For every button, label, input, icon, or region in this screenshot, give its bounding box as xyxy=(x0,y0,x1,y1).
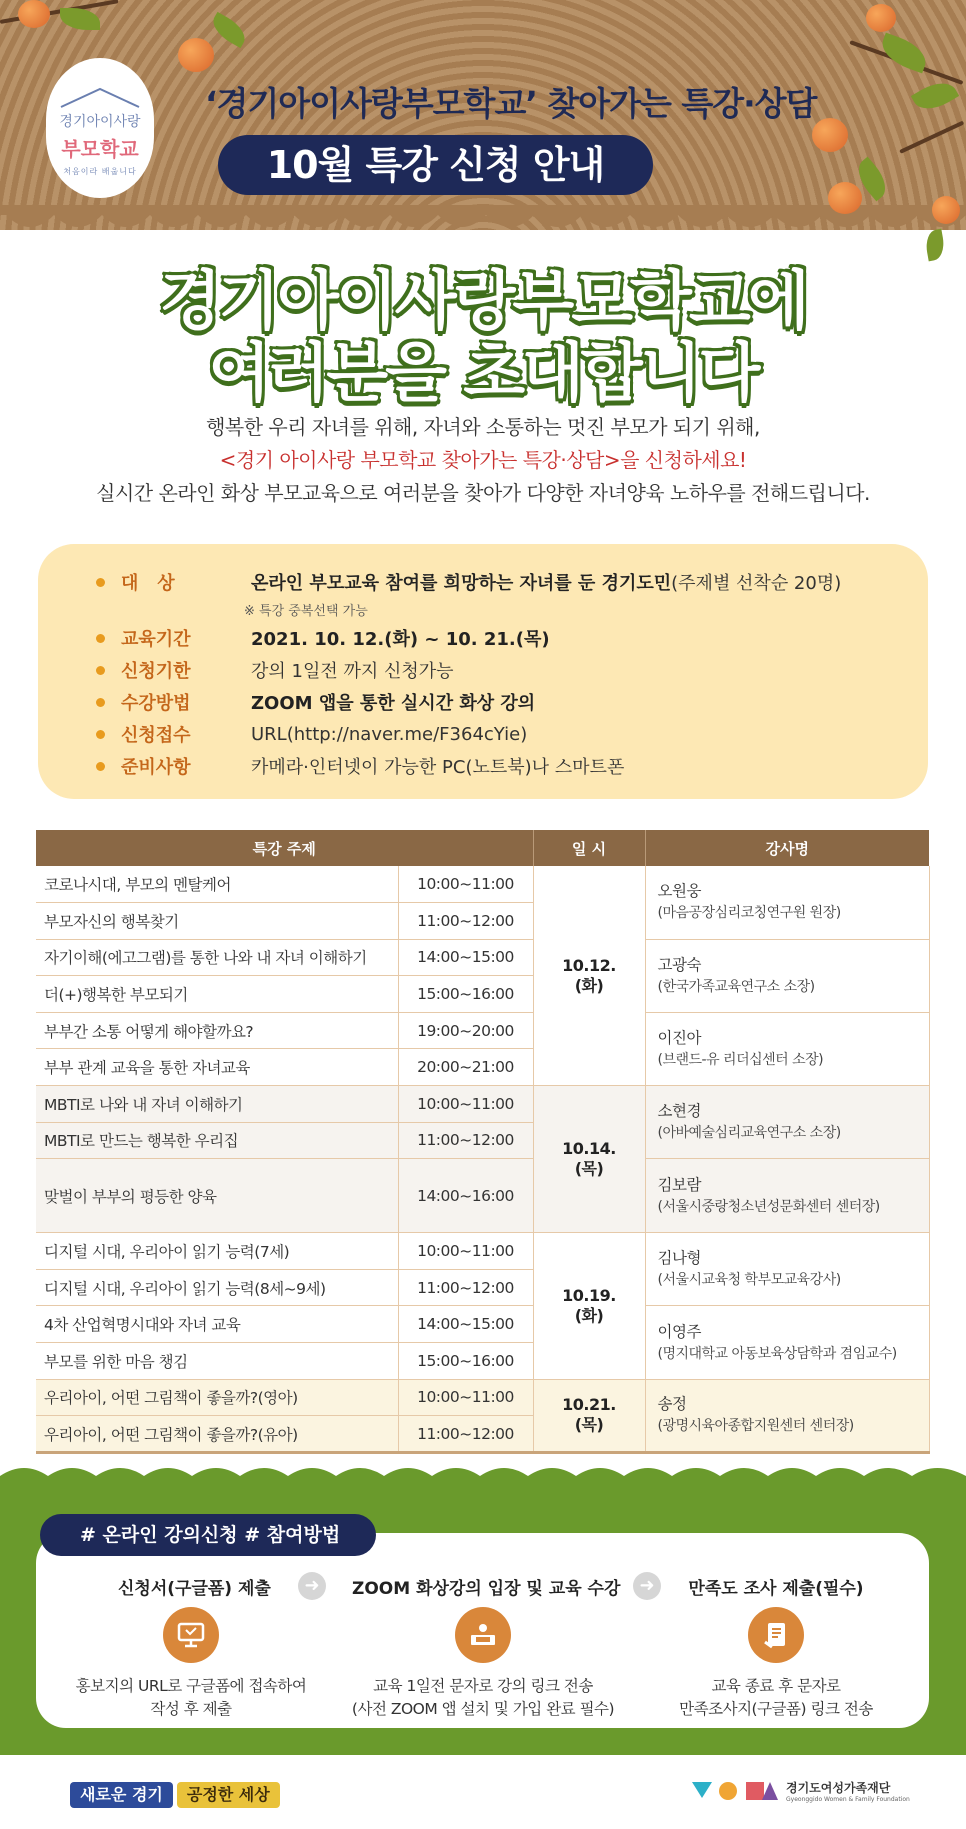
time-cell: 14:00~16:00 xyxy=(398,1159,533,1233)
topic-cell: 부부 관계 교육을 통한 자녀교육 xyxy=(36,1049,398,1086)
col-header-date: 일 시 xyxy=(533,830,645,866)
lecturer-org: (서울시중랑청소년성문화센터 센터장) xyxy=(657,1198,880,1215)
time-cell: 11:00~12:00 xyxy=(398,1269,533,1306)
topic-cell: 부부간 소통 어떻게 해야할까요? xyxy=(36,1012,398,1049)
step-desc-line: 교육 종료 후 문자로 xyxy=(711,1677,841,1695)
period-value: 2021. 10. 12.(화) ~ 10. 21.(목) xyxy=(251,629,550,650)
foundation-name-kr: 경기도여성가족재단 xyxy=(786,1781,891,1795)
info-row-method xyxy=(96,688,535,716)
date-cell xyxy=(533,1086,645,1233)
topic-cell: 코로나시대, 부모의 멘탈케어 xyxy=(36,866,398,903)
bullet-icon xyxy=(96,578,105,587)
date-text: 10.12. xyxy=(562,955,616,975)
lecturer-org: (광명시육아종합지원센터 센터장) xyxy=(657,1418,854,1435)
step-desc-line: 교육 1일전 문자로 강의 링크 전송 xyxy=(373,1677,593,1695)
info-row-prep xyxy=(96,752,624,780)
time-cell: 15:00~16:00 xyxy=(398,976,533,1013)
info-row-apply xyxy=(96,720,527,748)
lecturer-name: 고광숙 xyxy=(657,955,701,974)
schedule-table xyxy=(36,830,930,1454)
foundation-name xyxy=(786,1779,910,1803)
document-icon xyxy=(748,1607,804,1663)
lecturer-name: 김나형 xyxy=(657,1249,701,1268)
parent-school-logo xyxy=(46,58,154,198)
bullet-icon xyxy=(96,666,105,675)
topic-cell: 맞벌이 부부의 평등한 양육 xyxy=(36,1159,398,1233)
table-header-row xyxy=(36,830,929,866)
table-row xyxy=(36,1379,929,1416)
target-bold: 온라인 부모교육 참여를 희망하는 자녀를 둔 경기도민 xyxy=(251,573,672,594)
date-text: 10.14. xyxy=(562,1139,616,1159)
participation-tag: # 온라인 강의신청 # 참여방법 xyxy=(40,1514,376,1556)
time-cell: 10:00~11:00 xyxy=(398,1233,533,1270)
info-row-period xyxy=(96,624,550,652)
info-value xyxy=(251,569,841,595)
info-label: 수강방법 xyxy=(121,693,191,714)
time-cell: 11:00~12:00 xyxy=(398,1122,533,1159)
topic-cell: 더(+)행복한 부모되기 xyxy=(36,976,398,1013)
info-row-deadline xyxy=(96,656,454,684)
persimmon-decoration xyxy=(828,182,862,214)
slogan-2: 공정한 세상 xyxy=(177,1782,280,1808)
topic-cell: 자기이해(에고그램)를 통한 나와 내 자녀 이해하기 xyxy=(36,939,398,976)
topic-cell: 부모를 위한 마음 챙김 xyxy=(36,1343,398,1380)
lecturer-cell xyxy=(645,1379,929,1452)
topic-cell: MBTI로 나와 내 자녀 이해하기 xyxy=(36,1086,398,1123)
info-value xyxy=(251,625,550,651)
hero-line-2: 여러분을 초대합니다 xyxy=(208,337,758,411)
table-row xyxy=(36,1086,929,1123)
col-header-topic: 특강 주제 xyxy=(36,830,533,866)
col-header-lecturer: 강사명 xyxy=(645,830,929,866)
topic-cell: 우리아이, 어떤 그림책이 좋을까?(영아) xyxy=(36,1379,398,1416)
lecturer-org: (아바예술심리교육연구소 소장) xyxy=(657,1125,841,1142)
lecturer-cell xyxy=(645,939,929,1012)
persimmon-decoration xyxy=(178,38,214,72)
time-cell: 11:00~12:00 xyxy=(398,1416,533,1453)
persimmon-decoration xyxy=(812,118,848,152)
info-note: ※ 특강 중복선택 가능 xyxy=(244,604,368,619)
bullet-icon xyxy=(96,730,105,739)
target-rest: (주제별 선착순 20명) xyxy=(671,573,842,594)
info-value: 강의 1일전 까지 신청가능 xyxy=(251,661,454,682)
lecturer-name: 오원웅 xyxy=(657,882,701,901)
bullet-icon xyxy=(96,762,105,771)
table-row xyxy=(36,1012,929,1049)
time-cell: 10:00~11:00 xyxy=(398,1379,533,1416)
monitor-icon xyxy=(163,1607,219,1663)
footer-org[interactable] xyxy=(690,1778,910,1804)
lecturer-name: 송정 xyxy=(657,1395,687,1414)
time-cell: 15:00~16:00 xyxy=(398,1343,533,1380)
intro-line-2: <경기 아이사랑 부모학교 찾아가는 특강·상담>을 신청하세요! xyxy=(219,448,747,472)
house-roof-icon xyxy=(57,85,143,109)
step-2-title: ZOOM 화상강의 입장 및 교육 수강 xyxy=(352,1579,621,1599)
persimmon-decoration xyxy=(18,0,50,28)
time-cell: 10:00~11:00 xyxy=(398,866,533,903)
date-cell xyxy=(533,1233,645,1379)
time-cell: 14:00~15:00 xyxy=(398,1306,533,1343)
intro-line-1: 행복한 우리 자녀를 위해, 자녀와 소통하는 멋진 부모가 되기 위해, xyxy=(206,415,760,439)
time-cell: 10:00~11:00 xyxy=(398,1086,533,1123)
foundation-name-en: Gyeonggido Women & Family Foundation xyxy=(786,1796,910,1803)
lecturer-cell xyxy=(645,1086,929,1159)
lecturer-cell xyxy=(645,1306,929,1379)
info-label: 신청접수 xyxy=(121,725,191,746)
lecturer-org: (명지대학교 아동보육상담학과 겸임교수) xyxy=(657,1345,897,1362)
step-3-title: 만족도 조사 제출(필수) xyxy=(688,1579,864,1599)
lecturer-cell xyxy=(645,1159,929,1233)
header-scallop-edge xyxy=(0,205,966,245)
step-2-desc xyxy=(333,1675,633,1721)
table-row xyxy=(36,866,929,903)
topic-cell: 우리아이, 어떤 그림책이 좋을까?(유아) xyxy=(36,1416,398,1453)
lecturer-cell xyxy=(645,866,929,939)
info-row-target xyxy=(96,568,841,596)
topic-cell: 4차 산업혁명시대와 자녀 교육 xyxy=(36,1306,398,1343)
info-box xyxy=(38,544,928,799)
slogan-1: 새로운 경기 xyxy=(70,1782,173,1808)
topic-cell: MBTI로 만드는 행복한 우리집 xyxy=(36,1122,398,1159)
time-cell: 14:00~15:00 xyxy=(398,939,533,976)
day-text: (화) xyxy=(574,1305,604,1325)
apply-url-link[interactable]: URL(http://naver.me/F364cYie) xyxy=(251,723,528,745)
date-cell xyxy=(533,1379,645,1452)
info-label: 대 상 xyxy=(121,573,175,594)
table-row xyxy=(36,939,929,976)
intro-line-3: 실시간 온라인 화상 부모교육으로 여러분을 찾아가 다양한 자녀양육 노하우를 전해드립니다. xyxy=(96,481,870,505)
info-label: 신청기한 xyxy=(121,661,191,682)
lecturer-name: 소현경 xyxy=(657,1102,701,1121)
time-cell: 19:00~20:00 xyxy=(398,1012,533,1049)
day-text: (목) xyxy=(574,1415,604,1435)
step-3-desc xyxy=(626,1675,926,1721)
lecturer-org: (서울시교육청 학부모교육강사) xyxy=(657,1272,841,1289)
bullet-icon xyxy=(96,698,105,707)
logo-sub-text: 처음이라 배웁니다 xyxy=(63,167,137,176)
footer-slogan xyxy=(70,1782,280,1808)
info-label: 준비사항 xyxy=(121,757,191,778)
step-1-desc xyxy=(41,1675,341,1721)
method-value: ZOOM 앱을 통한 실시간 화상 강의 xyxy=(251,693,536,714)
arrow-right-icon: ➜ xyxy=(298,1572,326,1600)
topic-cell: 부모자신의 행복찾기 xyxy=(36,903,398,940)
arrow-right-icon: ➜ xyxy=(633,1572,661,1600)
header-title: ‘경기아이사랑부모학교’ 찾아가는 특강·상담 xyxy=(205,84,817,123)
topic-cell: 디지털 시대, 우리아이 읽기 능력(8세~9세) xyxy=(36,1269,398,1306)
header-subtitle-pill: 10월 특강 신청 안내 xyxy=(218,135,653,195)
foundation-logo-icon xyxy=(690,1778,780,1804)
time-cell: 11:00~12:00 xyxy=(398,903,533,940)
lecture-icon xyxy=(455,1607,511,1663)
persimmon-decoration xyxy=(932,196,960,224)
table-row xyxy=(36,1233,929,1270)
lecturer-cell xyxy=(645,1233,929,1306)
lecturer-name: 이영주 xyxy=(657,1322,701,1341)
lecturer-org: (브랜드-유 리더십센터 소장) xyxy=(657,1051,824,1068)
logo-main-text: 부모학교 xyxy=(61,137,139,161)
date-cell xyxy=(533,866,645,1086)
lecturer-org: (마음공장심리코칭연구원 원장) xyxy=(657,905,841,922)
date-text: 10.21. xyxy=(562,1395,616,1415)
lecturer-cell xyxy=(645,1012,929,1085)
step-desc-line: 작성 후 제출 xyxy=(150,1700,232,1718)
info-label: 교육기간 xyxy=(121,629,191,650)
logo-top-text: 경기아이사랑 xyxy=(59,114,141,130)
day-text: (목) xyxy=(574,1159,604,1179)
lecturer-name: 이진아 xyxy=(657,1028,701,1047)
step-desc-line: 홍보지의 URL로 구글폼에 접속하여 xyxy=(75,1677,307,1695)
date-text: 10.19. xyxy=(562,1285,616,1305)
table-row xyxy=(36,1159,929,1233)
lecturer-name: 김보람 xyxy=(657,1175,701,1194)
day-text: (화) xyxy=(574,975,604,995)
lecturer-org: (한국가족교육연구소 소장) xyxy=(657,978,815,995)
step-desc-line: (사전 ZOOM 앱 설치 및 가입 완료 필수) xyxy=(351,1700,615,1718)
bullet-icon xyxy=(96,634,105,643)
hero-line-1: 경기아이사랑부모학교에 xyxy=(159,265,807,339)
time-cell: 20:00~21:00 xyxy=(398,1049,533,1086)
step-1-title: 신청서(구글폼) 제출 xyxy=(118,1579,271,1599)
table-row xyxy=(36,1306,929,1343)
persimmon-decoration xyxy=(866,4,896,32)
info-value: 카메라·인터넷이 가능한 PC(노트북)나 스마트폰 xyxy=(251,757,625,778)
topic-cell: 디지털 시대, 우리아이 읽기 능력(7세) xyxy=(36,1233,398,1270)
info-value xyxy=(251,689,535,715)
step-desc-line: 만족조사지(구글폼) 링크 전송 xyxy=(679,1700,873,1718)
